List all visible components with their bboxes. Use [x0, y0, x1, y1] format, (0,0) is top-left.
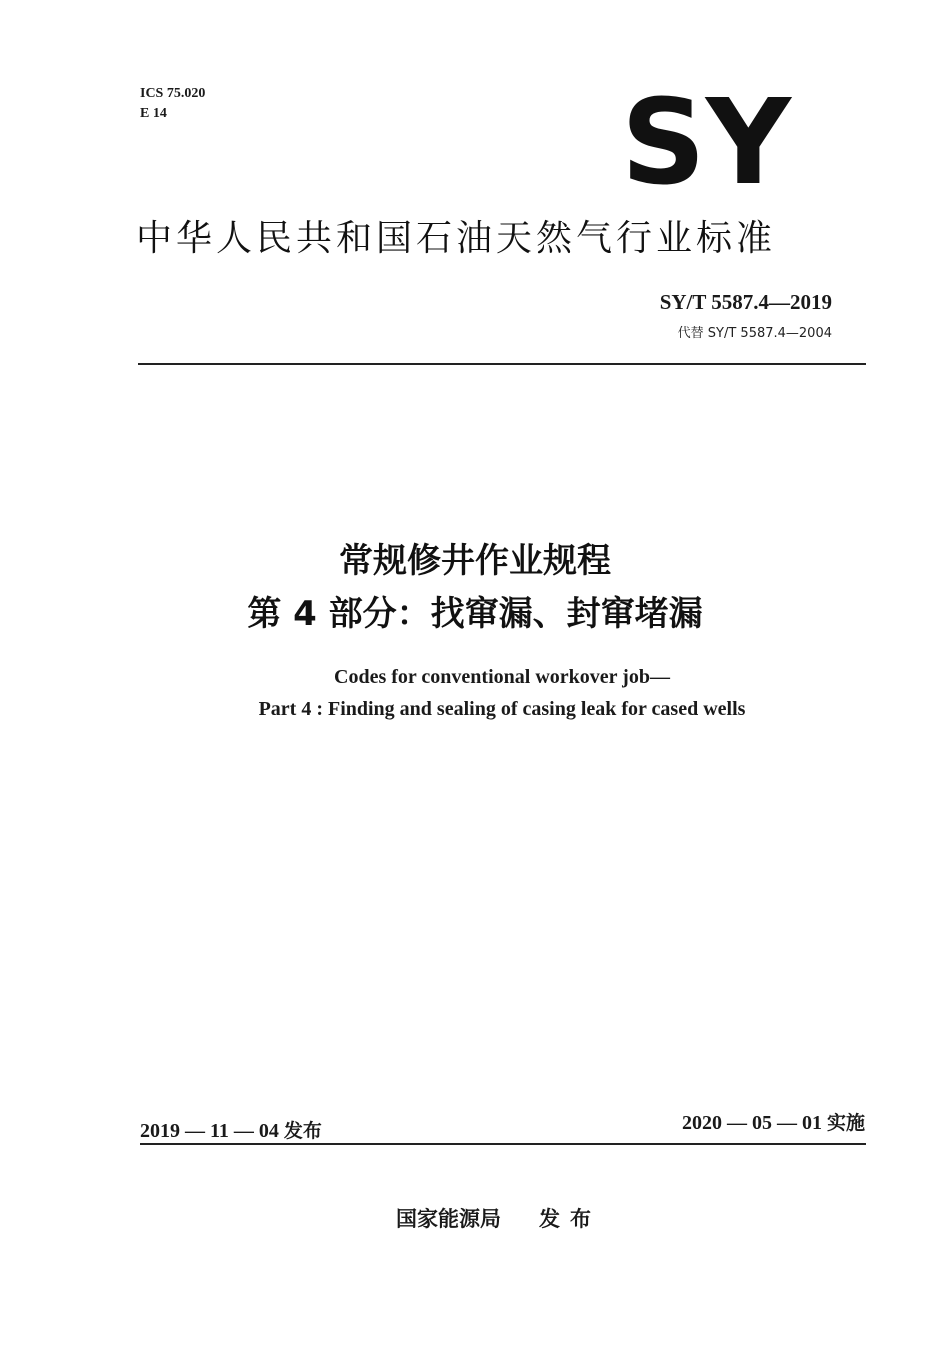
en-title-line-1: Codes for conventional workover job—: [334, 666, 670, 688]
issue-date-label: 发布: [283, 1120, 322, 1142]
implementation-date-label: 实施: [826, 1112, 865, 1134]
implementation-date: [682, 1108, 865, 1135]
sy-logo-text: SY: [621, 92, 793, 188]
en-title-line-2: Part 4 : Finding and sealing of casing leak for cased wells: [258, 698, 746, 720]
standard-number: SY/T 5587.4—2019: [659, 290, 832, 314]
publisher-name: 国家能源局: [396, 1207, 501, 1231]
ics-code: ICS 75.020: [140, 86, 206, 101]
replaces-note: 代替 SY/T 5587.4—2004: [677, 326, 832, 341]
standard-title: 中华人民共和国石油天然气行业标准: [136, 218, 777, 259]
classification-codes: [140, 84, 205, 124]
publisher-line: [396, 1203, 601, 1233]
footer-divider: [140, 1143, 866, 1145]
publish-action: 发布: [539, 1207, 601, 1231]
issue-date: [140, 1116, 322, 1143]
header-divider: [138, 363, 866, 365]
category-code: E 14: [140, 106, 167, 121]
issue-date-value: 2019 — 11 — 04: [140, 1120, 284, 1142]
cn-title-line-1: 常规修井作业规程: [339, 541, 611, 581]
sy-logo: [618, 92, 794, 188]
implementation-date-value: 2020 — 05 — 01: [681, 1112, 827, 1134]
cn-title-line-2: 第 4 部分：找窜漏、封窜堵漏: [247, 594, 703, 634]
